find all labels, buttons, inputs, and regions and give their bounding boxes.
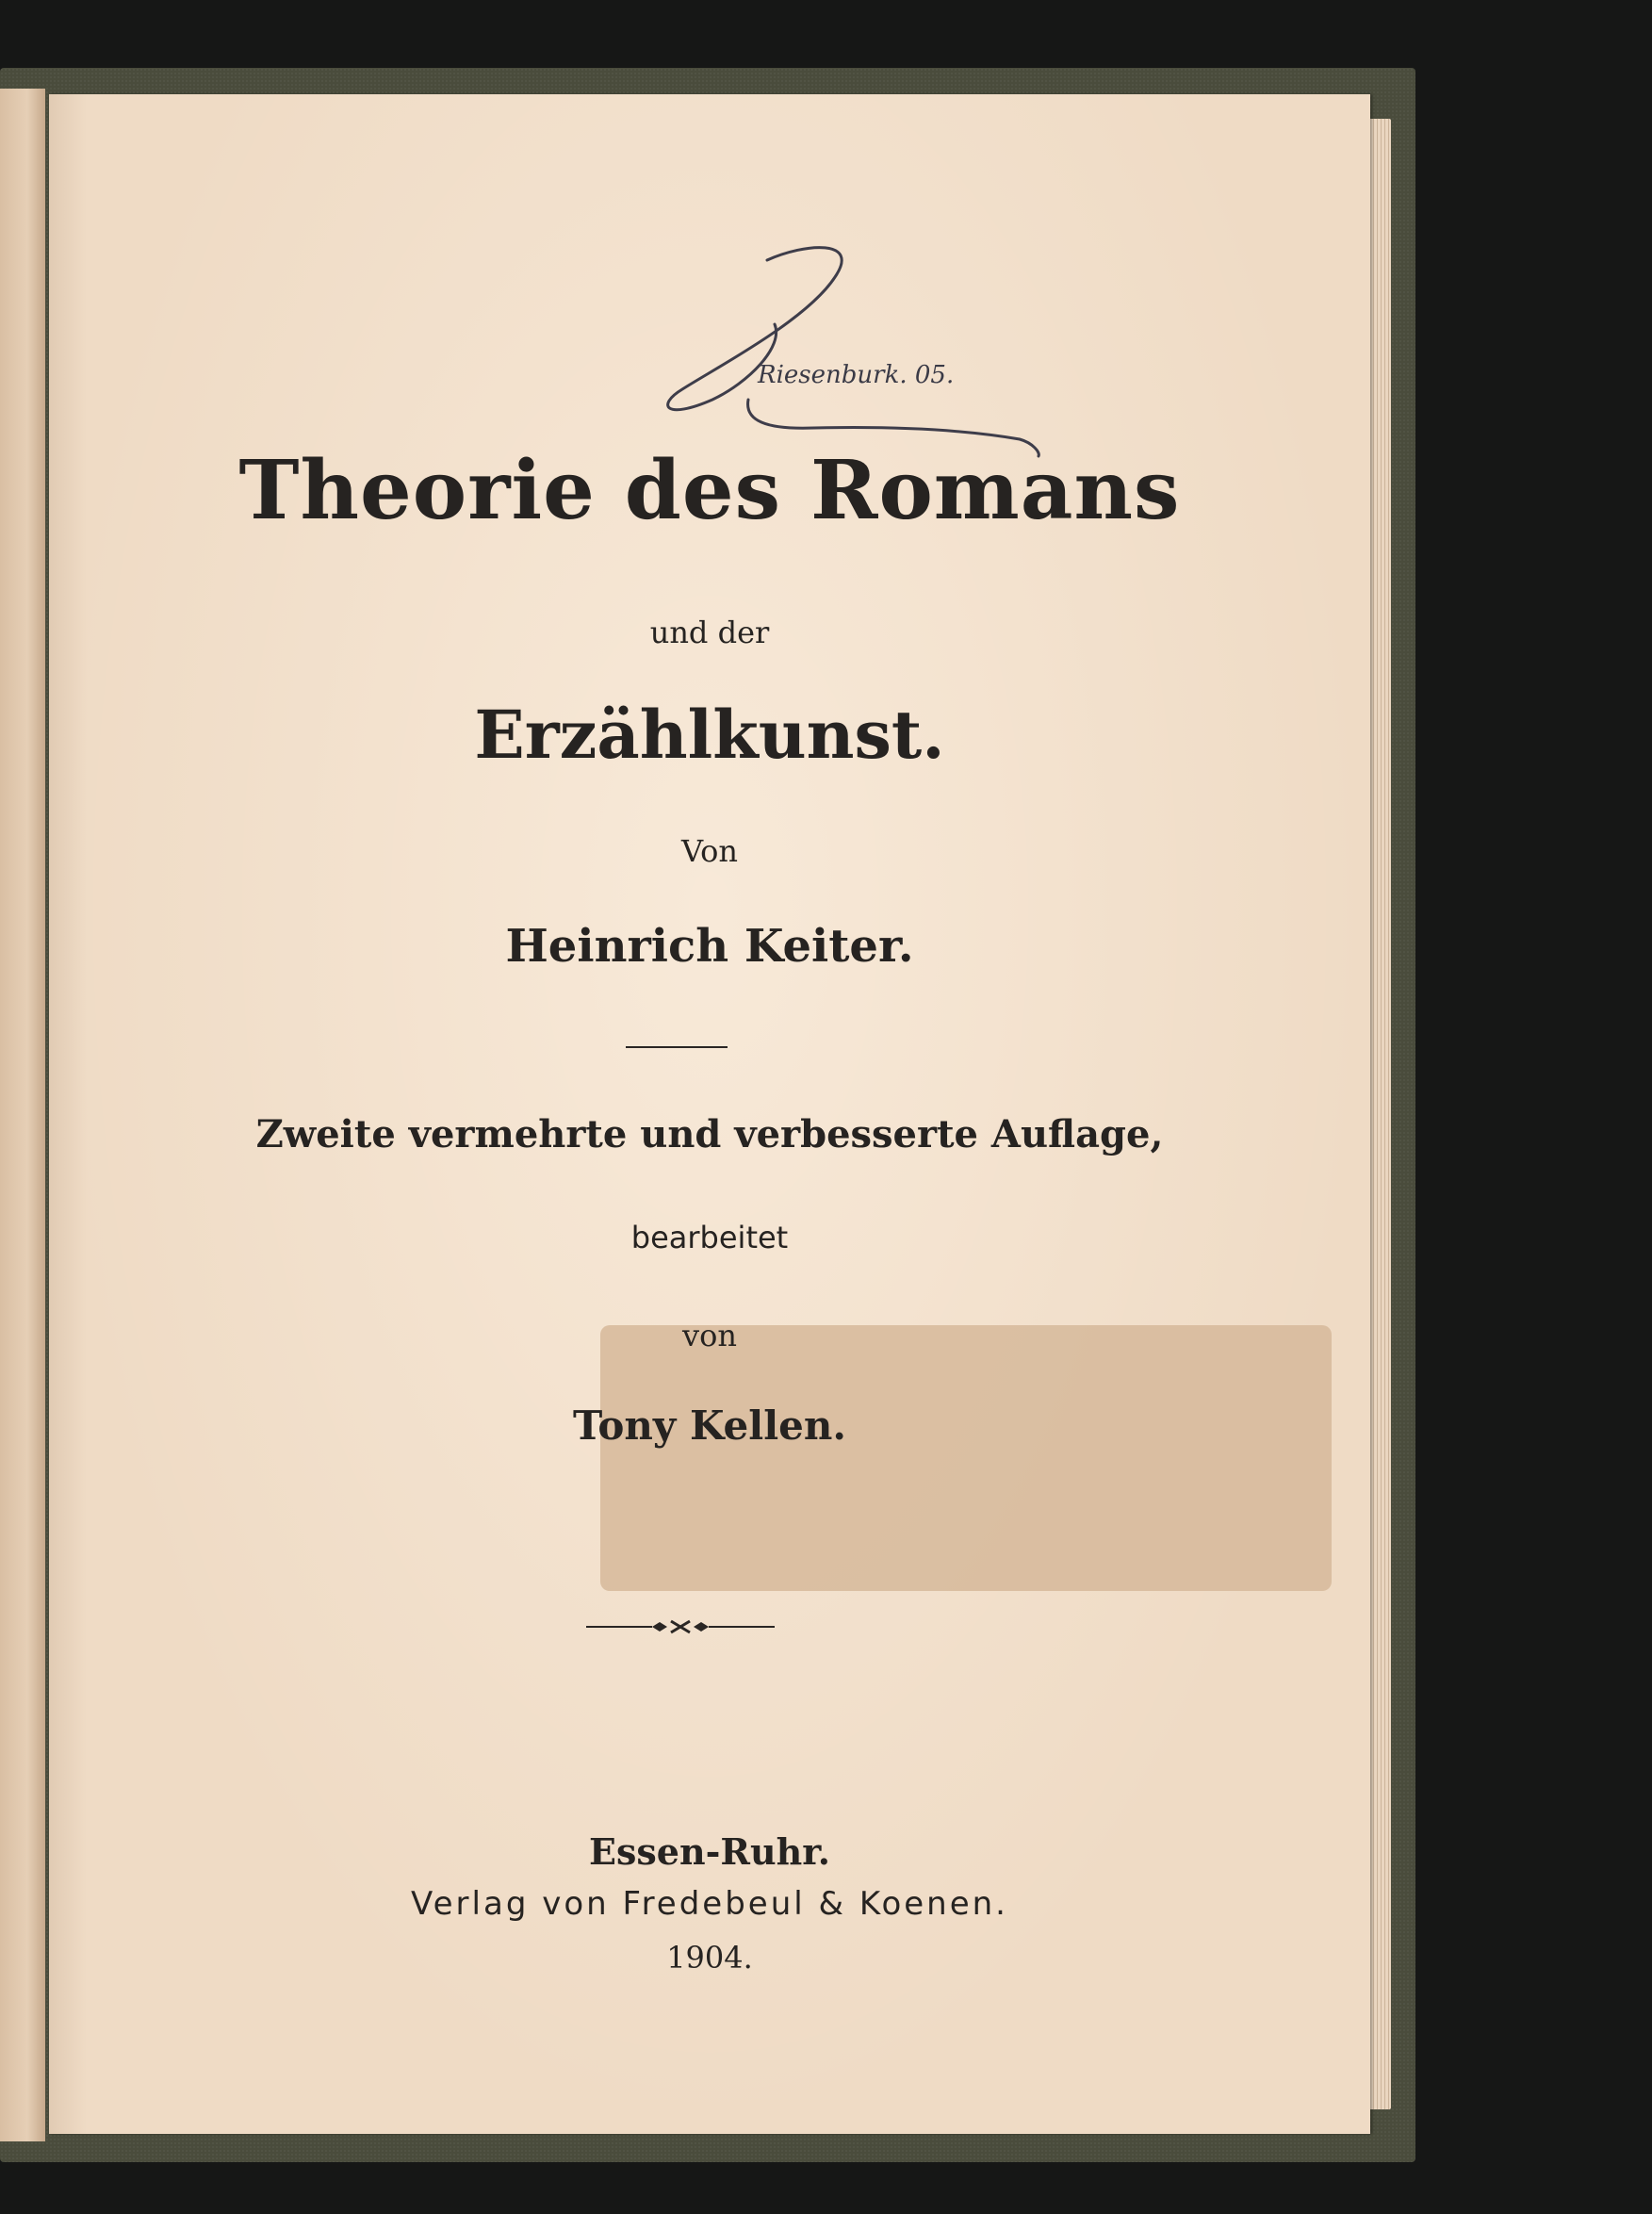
edited-label: bearbeitet	[630, 1220, 789, 1255]
separator-rule	[626, 1046, 728, 1048]
paper-stain	[600, 1325, 1332, 1591]
book-subtitle: Erzählkunst.	[474, 696, 945, 774]
publisher-name: Verlag von Fredebeul & Koenen.	[411, 1885, 1008, 1923]
by-label-editor: von	[682, 1318, 737, 1353]
by-label: Von	[680, 833, 739, 869]
author-name: Heinrich Keiter.	[505, 920, 914, 973]
ornament-divider	[586, 1615, 775, 1638]
facing-page-edge	[0, 89, 45, 2141]
title-page	[49, 94, 1370, 2134]
handwritten-signature	[626, 234, 1097, 460]
handwritten-note: Riesenburk. 05.	[758, 361, 955, 389]
title-conjunction: und der	[649, 615, 770, 650]
book-title: Theorie des Romans	[238, 443, 1181, 538]
edition-statement: Zweite vermehrte und verbesserte Auflage,	[255, 1112, 1164, 1156]
publication-year: 1904.	[666, 1940, 753, 1976]
publication-city: Essen-Ruhr.	[589, 1830, 830, 1873]
editor-name: Tony Kellen.	[572, 1402, 847, 1449]
